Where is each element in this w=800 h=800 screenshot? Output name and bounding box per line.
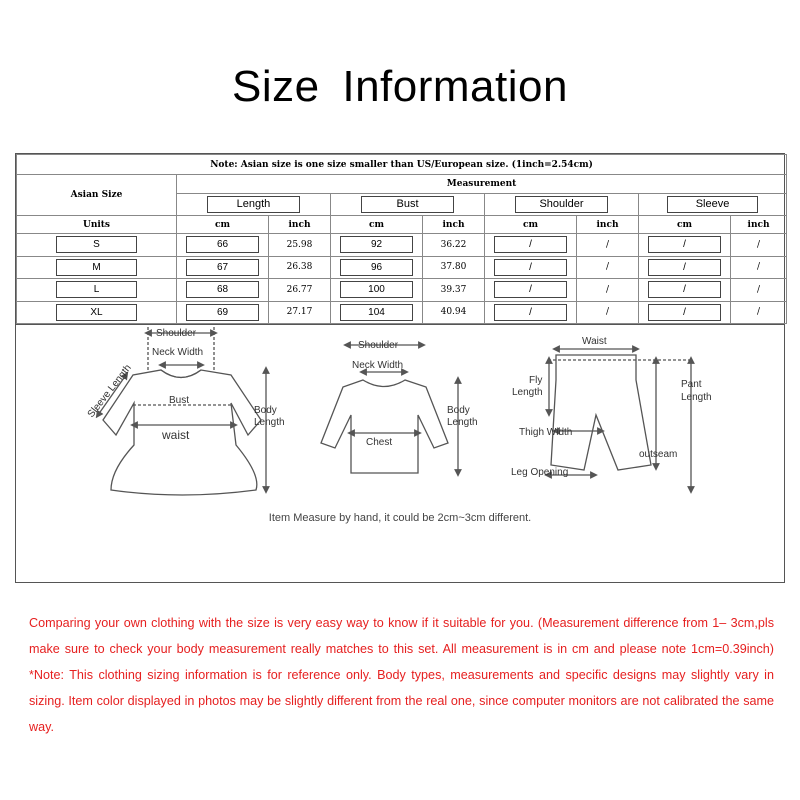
bust-cm-cell: 100: [340, 281, 413, 298]
dress-shoulder-label: Shoulder: [156, 328, 197, 339]
length-inch-cell: 26.77: [269, 279, 331, 302]
column-header-bust: Bust: [361, 196, 455, 213]
length-inch-cell: 26.38: [269, 256, 331, 279]
garment-diagrams: [16, 325, 784, 505]
column-header-length: Length: [207, 196, 301, 213]
dress-neck-width-label: Neck Width: [152, 347, 204, 358]
pants-leg-opening-label: Leg Opening: [511, 467, 569, 478]
dress-body-length-label-1: Body: [254, 405, 277, 416]
bust-inch-cell: 37.80: [423, 256, 485, 279]
bust-cm-cell: 96: [340, 259, 413, 276]
pants-pant-length-label-1: Pant: [681, 379, 702, 390]
units-label: Units: [17, 216, 177, 234]
column-header-shoulder: Shoulder: [515, 196, 609, 213]
measure-note: Item Measure by hand, it could be 2cm~3cm different.: [268, 512, 532, 524]
shoulder-cm-cell: /: [494, 259, 567, 276]
sleeve-inch-cell: /: [731, 256, 787, 279]
top-shoulder-label: Shoulder: [358, 340, 399, 351]
length-cm-cell: 68: [186, 281, 259, 298]
top-labels: [352, 340, 478, 448]
bust-inch-cell: 40.94: [423, 301, 485, 324]
sleeve-cm-cell: /: [648, 236, 721, 253]
pants-pant-length-label-2: Length: [681, 392, 712, 403]
size-cell: XL: [56, 304, 138, 321]
shoulder-inch-cell: /: [577, 256, 639, 279]
pants-thigh-width-label: Thigh Width: [519, 427, 573, 438]
disclaimer-text: Comparing your own clothing with the size is very easy way to know if it suitable for you. (Measurement difference from 1– 3cm,pls make sure to check your body measurement really matches to this set. All measurement is in cm and please note 1cm=0.39inch) *Note: This clothing sizing information is for reference only. Body types, measurements and specific designs may slightly vary in sizing. Item color displayed in photos may be slightly different from the real one, since computer monitors are not calibrated the same way.: [29, 616, 774, 734]
shoulder-cm-cell: /: [494, 304, 567, 321]
column-header-sleeve: Sleeve: [667, 196, 757, 213]
unit-cm: cm: [485, 216, 577, 234]
unit-inch: inch: [577, 216, 639, 234]
pants-diagram: [548, 349, 691, 490]
bust-cm-cell: 92: [340, 236, 413, 253]
length-cm-cell: 66: [186, 236, 259, 253]
asian-size-label: Asian Size: [17, 175, 177, 216]
measurement-diagrams: [15, 325, 785, 583]
size-note: Note: Asian size is one size smaller than US/European size. (1inch=2.54cm): [17, 155, 787, 175]
size-cell: L: [56, 281, 138, 298]
bust-cm-cell: 104: [340, 304, 413, 321]
shoulder-cm-cell: /: [494, 236, 567, 253]
sleeve-cm-cell: /: [648, 304, 721, 321]
pants-waist-label: Waist: [582, 336, 607, 347]
pants-outseam-label: outseam: [639, 449, 678, 460]
sleeve-cm-cell: /: [648, 259, 721, 276]
sleeve-inch-cell: /: [731, 234, 787, 257]
top-body-length-label-2: Length: [447, 417, 478, 428]
bust-inch-cell: 36.22: [423, 234, 485, 257]
pants-fly-length-label-2: Length: [512, 387, 543, 398]
shoulder-inch-cell: /: [577, 234, 639, 257]
bust-inch-cell: 39.37: [423, 279, 485, 302]
measurement-label: Measurement: [177, 175, 787, 194]
top-body-length-label-1: Body: [447, 405, 470, 416]
unit-cm: cm: [639, 216, 731, 234]
shoulder-inch-cell: /: [577, 279, 639, 302]
table-row: [17, 279, 787, 302]
unit-inch: inch: [269, 216, 331, 234]
page-title: Size Information: [232, 62, 568, 111]
pants-fly-length-label-1: Fly: [529, 375, 543, 386]
dress-bust-label: Bust: [169, 395, 190, 406]
size-cell: S: [56, 236, 138, 253]
pants-labels: [511, 336, 712, 478]
table-row: [17, 301, 787, 324]
length-inch-cell: 25.98: [269, 234, 331, 257]
shoulder-inch-cell: /: [577, 301, 639, 324]
size-cell: M: [56, 259, 138, 276]
sleeve-inch-cell: /: [731, 279, 787, 302]
unit-inch: inch: [423, 216, 485, 234]
dress-sleeve-length-label: Sleeve Length: [85, 362, 134, 420]
unit-cm: cm: [177, 216, 269, 234]
length-cm-cell: 67: [186, 259, 259, 276]
length-cm-cell: 69: [186, 304, 259, 321]
top-neck-width-label: Neck Width: [352, 360, 404, 371]
sleeve-inch-cell: /: [731, 301, 787, 324]
dress-body-length-label-2: Length: [254, 417, 285, 428]
length-inch-cell: 27.17: [269, 301, 331, 324]
size-table: [15, 153, 785, 325]
top-chest-label: Chest: [366, 437, 393, 448]
sleeve-cm-cell: /: [648, 281, 721, 298]
unit-cm: cm: [331, 216, 423, 234]
unit-inch: inch: [731, 216, 787, 234]
shoulder-cm-cell: /: [494, 281, 567, 298]
dress-waist-label: waist: [162, 428, 190, 442]
table-row: [17, 234, 787, 257]
table-row: [17, 256, 787, 279]
